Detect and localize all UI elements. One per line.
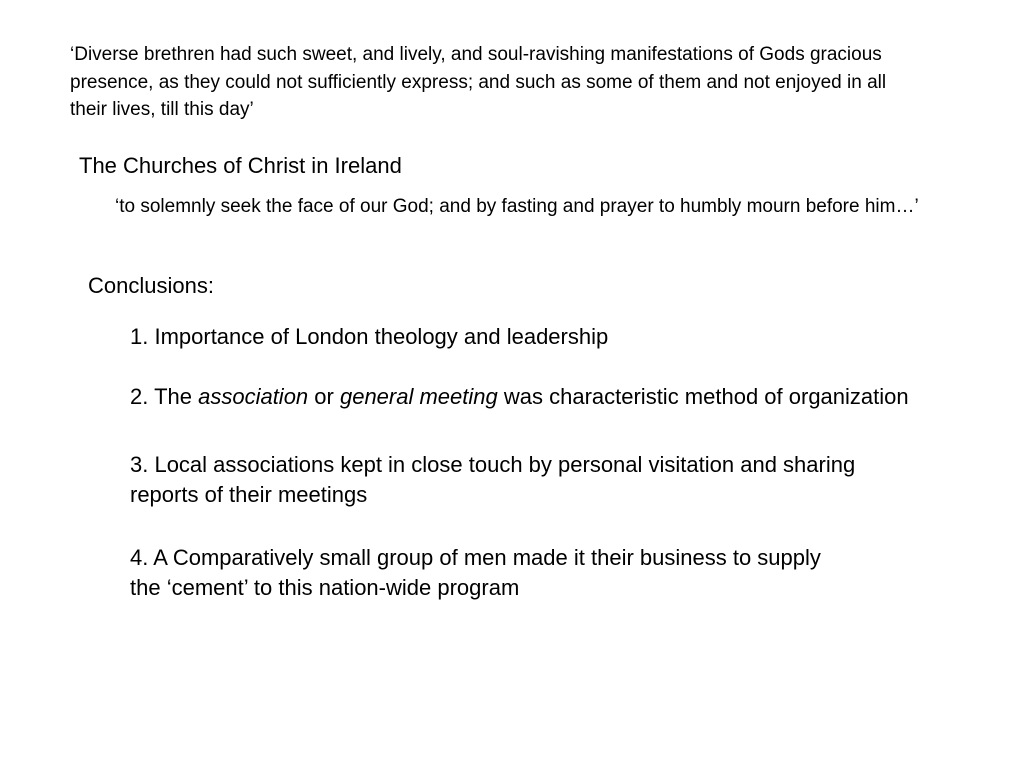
conclusion-point-2-prefix: 2. The [130, 384, 199, 409]
conclusion-point-4-line-2: the ‘cement’ to this nation-wide program [130, 575, 520, 600]
conclusion-point-3-line-2: reports of their meetings [130, 482, 368, 507]
conclusion-point-2 [130, 382, 909, 412]
conclusion-point-3 [130, 450, 855, 510]
conclusion-point-3-line-1: 3. Local associations kept in close touch by personal visitation and sharing [130, 452, 856, 477]
opening-quote-line-1: ‘Diverse brethren had such sweet, and lively, and soul-ravishing manifestations of Gods gracious [70, 44, 882, 65]
conclusion-point-2-suffix: was characteristic method of organization [497, 384, 909, 409]
conclusion-point-2-term-general-meeting: general meeting [339, 384, 498, 409]
conclusion-point-4-line-1: 4. A Comparatively small group of men made it their business to supply [130, 545, 821, 570]
opening-quote [70, 41, 985, 124]
conclusions-title: Conclusions: [88, 273, 214, 298]
conclusion-point-4 [130, 543, 821, 603]
opening-quote-line-2: presence, as they could not sufficiently express; and such as some of them and not enjoyed in all [70, 71, 887, 93]
conclusion-point-1-text: 1. Importance of London theology and leadership [130, 324, 609, 349]
conclusion-point-2-term-association: association [198, 384, 309, 409]
section-heading: The Churches of Christ in Ireland [79, 153, 402, 178]
conclusion-point-2-middle: or [308, 384, 340, 409]
conclusion-point-2-text [130, 382, 909, 412]
opening-quote-line-3: their lives, till this day’ [70, 99, 254, 120]
section-quote: ‘to solemnly seek the face of our God; and by fasting and prayer to humbly mourn before him…’ [115, 196, 919, 217]
conclusion-point-1 [130, 322, 608, 352]
